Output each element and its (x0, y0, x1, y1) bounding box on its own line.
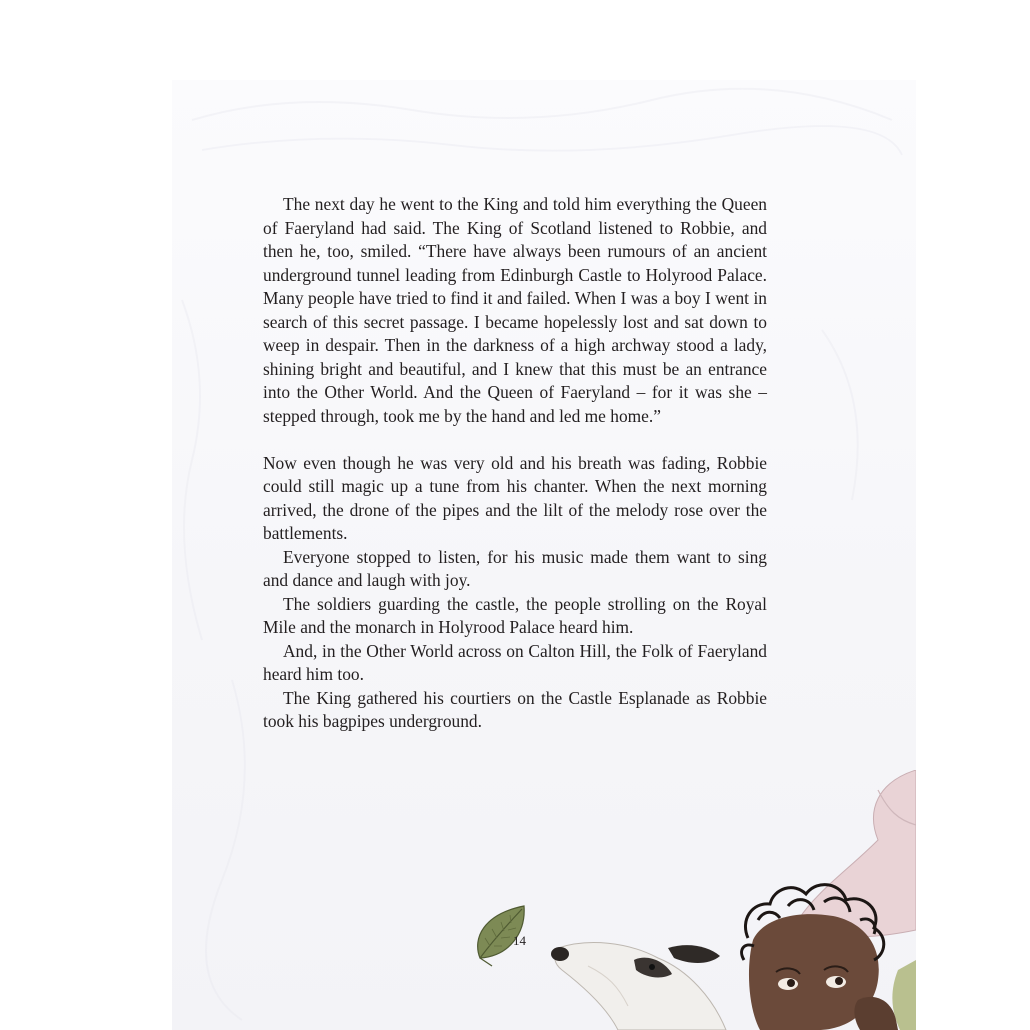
paragraph-2: Now even though he was very old and his breath was fading, Robbie could still magic up a tune from his chanter. When the next morning arrived, the drone of the pipes and the lilt of the melody rose over the battlements. (263, 452, 767, 543)
story-text (263, 193, 767, 734)
paragraph-1: The next day he went to the King and told him everything the Queen of Faeryland had said. The King of Scotland listened to Robbie, and then he, too, smiled. “There have always been rumours of an ancient underground tunnel leading from Edinburgh Castle to Holyrood Palace. Many people have tried to find it and failed. When I was a boy I went in search of this secret passage. I became hopelessly lost and sat down to weep in despair. Then in the darkness of a high archway stood a lady, shining bright and beautiful, and I knew that this must be an entrance into the Other World. And the Queen of Faeryland – for it was she – stepped through, took me by the hand and led me home.” (263, 194, 767, 426)
page-number: 14 (513, 933, 526, 948)
child-hand (854, 997, 898, 1030)
dog-and-child-illustration (548, 770, 916, 1030)
sleeve-shape (892, 960, 916, 1030)
paragraph-4: The soldiers guarding the castle, the people strolling on the Royal Mile and the monarch in Holyrood Palace heard him. (263, 593, 767, 637)
paragraph-5: And, in the Other World across on Calton Hill, the Folk of Faeryland heard him too. (263, 640, 767, 684)
paragraph-6: The King gathered his courtiers on the Castle Esplanade as Robbie took his bagpipes underground. (263, 687, 767, 731)
dog-nose (551, 947, 569, 961)
blanket-shape (798, 770, 916, 937)
paragraph-3: Everyone stopped to listen, for his music made them want to sing and dance and laugh with joy. (263, 546, 767, 590)
